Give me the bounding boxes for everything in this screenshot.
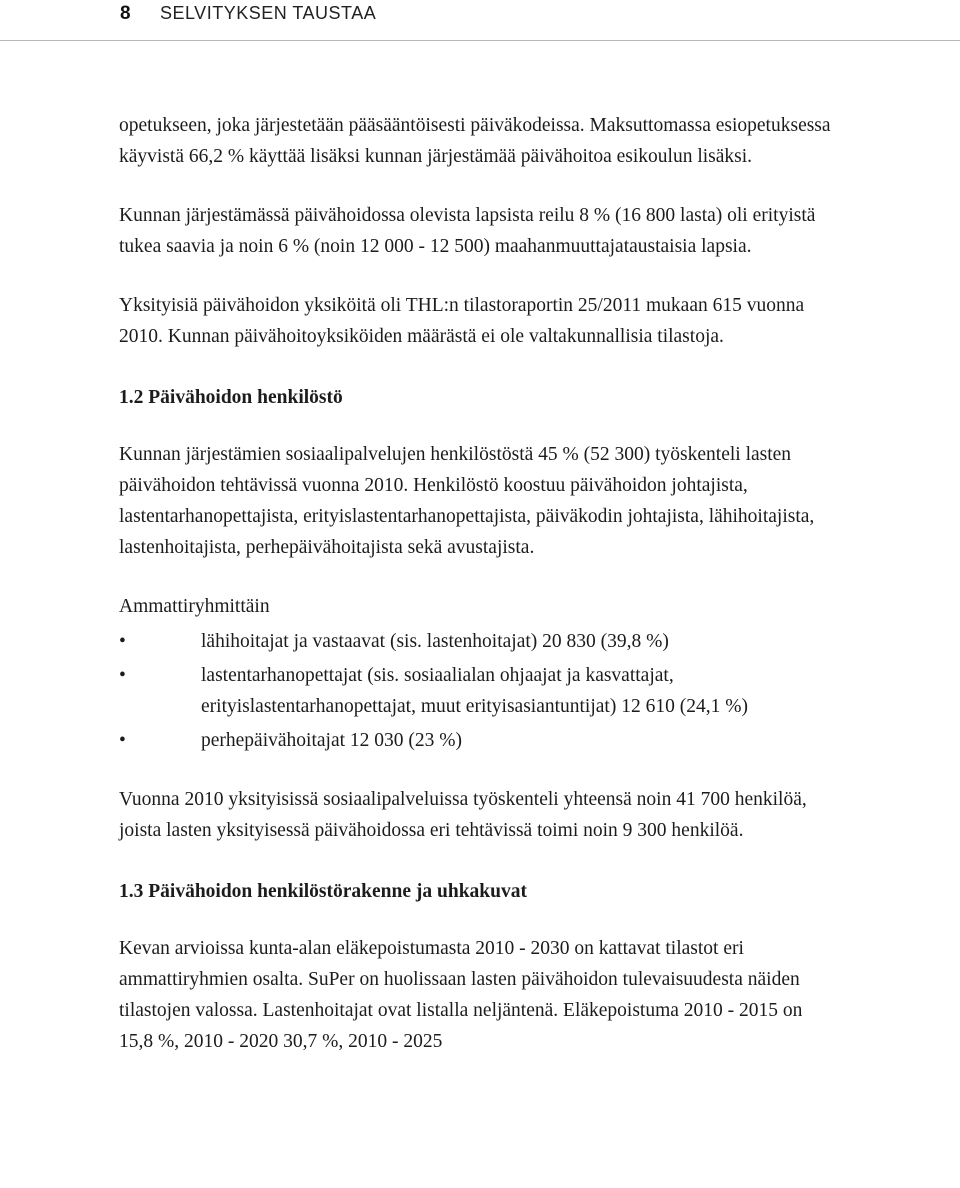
- paragraph-erityinen-tuki: Kunnan järjestämässä päivähoidossa olevista lapsista reilu 8 % (16 800 lasta) oli erityistä tukea saavia ja noin 6 % (noin 12 000 - 12 500) maahanmuuttajataustaisia lapsia.: [119, 205, 816, 257]
- paragraph-yksityiset-yksikot: Yksityisiä päivähoidon yksiköitä oli THL:n tilastoraportin 25/2011 mukaan 615 vuonna 2010. Kunnan päivähoitoyksiköiden määrästä ei ole valtakunnallisia tilastoja.: [119, 295, 805, 347]
- paragraph-yksityiset-palvelut: Vuonna 2010 yksityisissä sosiaalipalveluissa työskenteli yhteensä noin 41 700 henkilöä, joista lasten yksityisessä päivähoidossa eri tehtävissä toimi noin 9 300 henkilöä.: [119, 789, 807, 841]
- heading-1-3: 1.3 Päivähoidon henkilöstörakenne ja uhkakuvat: [119, 881, 527, 902]
- page-number: 8: [120, 3, 131, 24]
- profession-list: [119, 626, 835, 756]
- paragraph-esiopetus: opetukseen, joka järjestetään pääsääntöisesti päiväkodeissa. Maksuttomassa esiopetuksessa käyvistä 66,2 % käyttää lisäksi kunnan järjestämää päivähoitoa esikoulun lisäksi.: [119, 115, 831, 167]
- heading-1-2: 1.2 Päivähoidon henkilöstö: [119, 387, 343, 408]
- list-item: [119, 725, 835, 756]
- list-item-text: perhepäivähoitajat 12 030 (23 %): [201, 730, 462, 751]
- list-title: Ammattiryhmittäin: [119, 596, 270, 617]
- paragraph-henkilosto: Kunnan järjestämien sosiaalipalvelujen henkilöstöstä 45 % (52 300) työskenteli lasten päivähoidon tehtävissä vuonna 2010. Henkilöstö koostuu päivähoidon johtajista, lastentarhanopettajista, erityislastentarhanopettajista, päiväkodin johtajista, lähihoitajista, lastenhoitajista, perhepäivähoitajista sekä avustajista.: [119, 444, 815, 558]
- list-item: [119, 660, 835, 722]
- list-item-text: lastentarhanopettajat (sis. sosiaalialan ohjaajat ja kasvattajat, erityislastentarhanopettajat, muut erityisasiantuntijat) 12 610 (24,1 %): [201, 665, 748, 717]
- bullet-icon: •: [119, 631, 126, 652]
- bullet-icon: •: [119, 665, 126, 686]
- bullet-icon: •: [119, 730, 126, 751]
- document-body: [119, 110, 835, 1057]
- paragraph-elakepoistuma: Kevan arvioissa kunta-alan eläkepoistumasta 2010 - 2030 on kattavat tilastot eri ammattiryhmien osalta. SuPer on huolissaan lasten päivähoidon tulevaisuudesta näiden tilastojen valossa. Lastenhoitajat ovat listalla neljäntenä. Eläkepoistuma 2010 - 2015 on 15,8 %, 2010 - 2020 30,7 %, 2010 - 2025: [119, 938, 803, 1052]
- list-item: [119, 626, 835, 657]
- running-section-title: SELVITYKSEN TAUSTAA: [160, 3, 377, 23]
- page-header: [0, 0, 960, 41]
- list-item-text: lähihoitajat ja vastaavat (sis. lastenhoitajat) 20 830 (39,8 %): [201, 631, 669, 652]
